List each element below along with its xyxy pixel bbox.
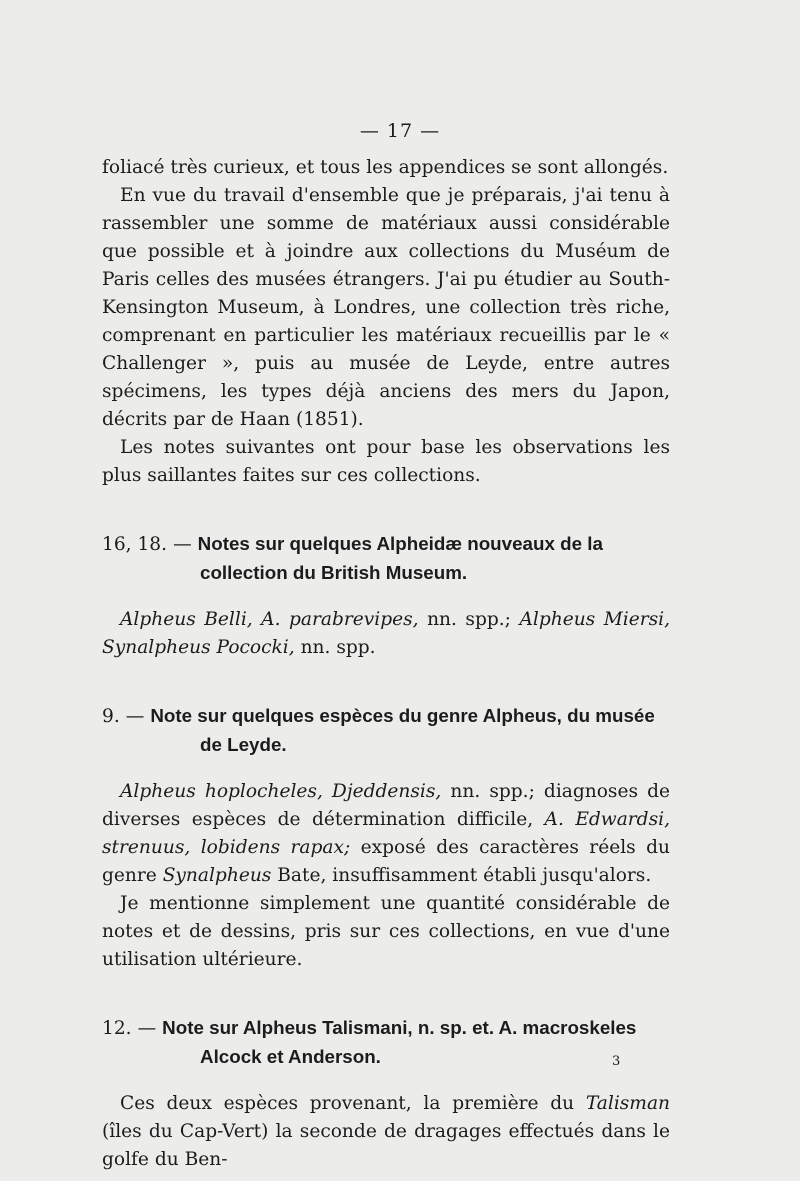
text-run: Ces deux espèces provenant, la première du bbox=[120, 1093, 586, 1114]
intro-paragraph-3: Les notes suivantes ont pour base les observations les plus saillantes faites sur ces collections. bbox=[102, 437, 670, 486]
section-dash: — bbox=[173, 534, 192, 555]
section-number: 16, 18. bbox=[102, 534, 168, 555]
section-title: Notes sur quelques Alpheidæ nouveaux de la collection du British Museum. bbox=[197, 533, 603, 583]
section-dash: — bbox=[125, 706, 145, 727]
species-names: A. Edwardsi, strenuus, lobidens rapax; bbox=[102, 809, 670, 858]
species-names: Alpheus Miersi, Synalpheus Pococki, bbox=[102, 609, 670, 658]
intro-paragraph-1: foliacé très curieux, et tous les appendices se sont allongés. bbox=[102, 157, 669, 178]
text-run: (îles du Cap-Vert) la seconde de dragages effectués dans le golfe du Ben- bbox=[102, 1121, 670, 1170]
section-title: Note sur Alpheus Talismani, n. sp. et. A. macroskeles Alcock et Anderson. bbox=[162, 1017, 637, 1067]
section-heading-1 bbox=[102, 530, 670, 588]
species-names: Alpheus Belli, A. parabrevipes, bbox=[120, 609, 419, 630]
signature-mark: 3 bbox=[612, 1054, 621, 1069]
section-heading-3 bbox=[102, 1014, 670, 1072]
intro-paragraph-2: En vue du travail d'ensemble que je préparais, j'ai tenu à rassembler une somme de matériaux aussi considérable que possible et à joindre aux collections du Muséum de Paris celles des musées étrangers. J'ai pu étudier au South-Kensington Museum, à Londres, une collection très riche, comprenant en particulier les matériaux recueillis par le « Challenger », puis au musée de Leyde, entre autres spécimens, les types déjà anciens des mers du Japon, décrits par de Haan (1851). bbox=[102, 185, 670, 430]
text-run: nn. spp. bbox=[294, 637, 376, 658]
genus-name: Synalpheus bbox=[162, 865, 272, 886]
text-run: Bate, insuffisamment établi jusqu'alors. bbox=[271, 865, 652, 886]
section-number: 9. bbox=[102, 706, 120, 727]
section-1-body bbox=[102, 606, 670, 662]
section-3-body bbox=[102, 1090, 670, 1174]
section-title: Note sur quelques espèces du genre Alpheus, du musée de Leyde. bbox=[150, 705, 655, 755]
text-run: nn. spp.; bbox=[418, 609, 520, 630]
text-run: exposé des caractères réels du genre bbox=[102, 837, 670, 886]
species-names: Alpheus hoplocheles, Djeddensis, bbox=[120, 781, 442, 802]
text-run: nn. spp.; diagnoses de diverses espèces de détermination difficile, bbox=[102, 781, 670, 830]
section-heading-2 bbox=[102, 702, 670, 760]
section-number: 12. bbox=[102, 1018, 132, 1039]
section-2-paragraph-2: Je mentionne simplement une quantité considérable de notes et de dessins, pris sur ces collections, en vue d'une utilisation ultérieure. bbox=[102, 893, 670, 970]
page-body bbox=[102, 154, 670, 1174]
section-2-body bbox=[102, 778, 670, 890]
ship-name: Talisman bbox=[585, 1093, 670, 1114]
section-dash: — bbox=[137, 1018, 157, 1039]
page-number: — 17 — bbox=[359, 120, 441, 142]
